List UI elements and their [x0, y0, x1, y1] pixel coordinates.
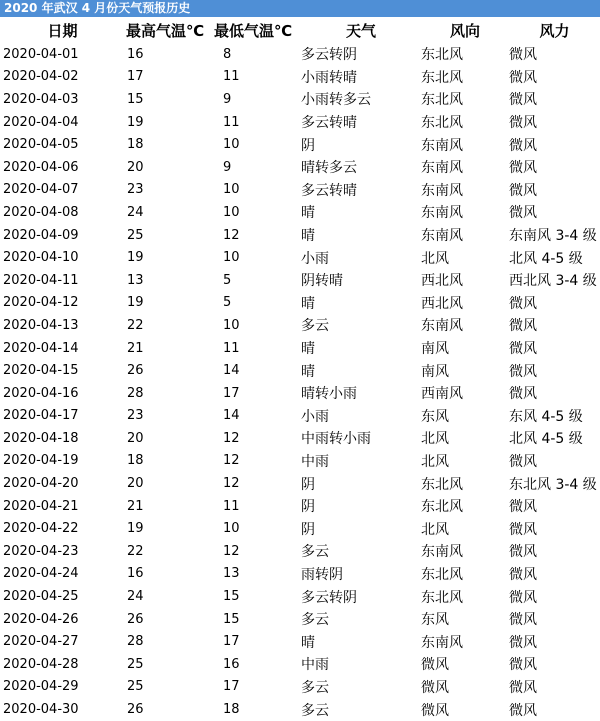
cell-weather: 多云转阴	[301, 47, 357, 64]
table-row	[0, 43, 600, 66]
cell-wind-direction: 东风	[421, 408, 449, 425]
cell-high-temp: 24	[127, 589, 144, 605]
cell-date: 2020-04-20	[3, 476, 79, 492]
cell-wind-power: 微风	[509, 612, 537, 629]
cell-wind-power: 东风 4-5 级	[509, 408, 583, 425]
cell-date: 2020-04-23	[3, 543, 79, 559]
cell-low-temp: 11	[223, 340, 240, 356]
cell-high-temp: 16	[127, 566, 144, 582]
cell-weather: 中雨	[301, 657, 329, 674]
cell-weather: 晴	[301, 363, 315, 380]
table-row	[0, 540, 600, 563]
cell-date: 2020-04-28	[3, 656, 79, 672]
cell-weather: 多云转阴	[301, 589, 357, 606]
table-row	[0, 88, 600, 111]
table-row	[0, 314, 600, 337]
cell-low-temp: 14	[223, 363, 240, 379]
cell-wind-direction: 东北风	[421, 115, 463, 132]
cell-date: 2020-04-04	[3, 114, 79, 130]
cell-weather: 晴	[301, 341, 315, 358]
cell-high-temp: 22	[127, 543, 144, 559]
table-body	[0, 43, 600, 721]
cell-wind-power: 微风	[509, 657, 537, 674]
table-row	[0, 585, 600, 608]
cell-wind-power: 微风	[509, 92, 537, 109]
cell-date: 2020-04-15	[3, 363, 79, 379]
cell-low-temp: 11	[223, 498, 240, 514]
cell-high-temp: 21	[127, 498, 144, 514]
cell-wind-direction: 东南风	[421, 544, 463, 561]
cell-low-temp: 17	[223, 385, 240, 401]
cell-weather: 中雨	[301, 453, 329, 470]
cell-wind-direction: 西南风	[421, 386, 463, 403]
table-row	[0, 676, 600, 699]
table-row	[0, 630, 600, 653]
cell-weather: 阴	[301, 499, 315, 516]
table-row	[0, 517, 600, 540]
cell-wind-power: 西北风 3-4 级	[509, 273, 597, 290]
cell-high-temp: 20	[127, 159, 144, 175]
cell-low-temp: 10	[223, 317, 240, 333]
cell-date: 2020-04-05	[3, 137, 79, 153]
cell-weather: 多云	[301, 702, 329, 719]
cell-low-temp: 11	[223, 114, 240, 130]
cell-high-temp: 16	[127, 46, 144, 62]
cell-wind-direction: 西北风	[421, 295, 463, 312]
cell-high-temp: 24	[127, 204, 144, 220]
cell-wind-power: 微风	[509, 634, 537, 651]
table-row	[0, 66, 600, 89]
table-row	[0, 201, 600, 224]
header-wind-direction: 风向	[449, 21, 480, 40]
cell-high-temp: 25	[127, 679, 144, 695]
cell-weather: 多云	[301, 544, 329, 561]
table-row	[0, 563, 600, 586]
cell-wind-direction: 微风	[421, 657, 449, 674]
cell-high-temp: 23	[127, 408, 144, 424]
cell-low-temp: 9	[223, 159, 232, 175]
cell-date: 2020-04-30	[3, 702, 79, 718]
cell-wind-direction: 东风	[421, 612, 449, 629]
header-low-temp: 最低气温℃	[214, 21, 293, 40]
table-row	[0, 405, 600, 428]
cell-high-temp: 28	[127, 385, 144, 401]
cell-low-temp: 17	[223, 679, 240, 695]
header-high-temp: 最高气温℃	[126, 21, 205, 40]
cell-wind-direction: 北风	[421, 250, 449, 267]
table-row	[0, 427, 600, 450]
cell-wind-power: 微风	[509, 589, 537, 606]
cell-date: 2020-04-10	[3, 250, 79, 266]
cell-wind-direction: 东北风	[421, 476, 463, 493]
cell-weather: 晴	[301, 228, 315, 245]
cell-date: 2020-04-09	[3, 227, 79, 243]
cell-low-temp: 11	[223, 69, 240, 85]
cell-wind-direction: 东北风	[421, 92, 463, 109]
cell-wind-power: 东南风 3-4 级	[509, 228, 597, 245]
cell-date: 2020-04-22	[3, 521, 79, 537]
table-row	[0, 269, 600, 292]
cell-wind-direction: 北风	[421, 521, 449, 538]
cell-wind-direction: 南风	[421, 341, 449, 358]
cell-wind-direction: 东北风	[421, 47, 463, 64]
cell-weather: 多云	[301, 612, 329, 629]
cell-weather: 多云转晴	[301, 115, 357, 132]
weather-table	[0, 17, 600, 721]
cell-wind-direction: 东南风	[421, 182, 463, 199]
cell-wind-power: 微风	[509, 499, 537, 516]
cell-wind-power: 微风	[509, 679, 537, 696]
cell-high-temp: 18	[127, 137, 144, 153]
cell-weather: 小雨	[301, 250, 329, 267]
table-row	[0, 698, 600, 721]
cell-date: 2020-04-08	[3, 204, 79, 220]
cell-low-temp: 10	[223, 521, 240, 537]
cell-wind-power: 微风	[509, 47, 537, 64]
cell-wind-direction: 南风	[421, 363, 449, 380]
cell-weather: 阴转晴	[301, 273, 343, 290]
cell-low-temp: 12	[223, 453, 240, 469]
cell-date: 2020-04-24	[3, 566, 79, 582]
cell-wind-direction: 西北风	[421, 273, 463, 290]
table-row	[0, 653, 600, 676]
cell-high-temp: 19	[127, 521, 144, 537]
cell-low-temp: 10	[223, 182, 240, 198]
cell-low-temp: 18	[223, 702, 240, 718]
cell-date: 2020-04-03	[3, 91, 79, 107]
cell-date: 2020-04-01	[3, 46, 79, 62]
cell-weather: 小雨	[301, 408, 329, 425]
cell-high-temp: 25	[127, 227, 144, 243]
cell-wind-power: 微风	[509, 318, 537, 335]
cell-weather: 阴	[301, 521, 315, 538]
cell-wind-power: 微风	[509, 182, 537, 199]
cell-wind-power: 微风	[509, 295, 537, 312]
table-row	[0, 495, 600, 518]
cell-wind-direction: 东南风	[421, 634, 463, 651]
header-date: 日期	[47, 21, 78, 40]
cell-low-temp: 10	[223, 204, 240, 220]
cell-low-temp: 16	[223, 656, 240, 672]
cell-high-temp: 26	[127, 611, 144, 627]
cell-wind-power: 微风	[509, 363, 537, 380]
cell-weather: 多云	[301, 318, 329, 335]
cell-wind-power: 微风	[509, 521, 537, 538]
table-row	[0, 156, 600, 179]
cell-wind-power: 微风	[509, 137, 537, 154]
cell-wind-power: 微风	[509, 544, 537, 561]
table-row	[0, 450, 600, 473]
cell-date: 2020-04-14	[3, 340, 79, 356]
cell-wind-direction: 东南风	[421, 318, 463, 335]
cell-wind-power: 微风	[509, 115, 537, 132]
cell-low-temp: 10	[223, 250, 240, 266]
cell-date: 2020-04-18	[3, 430, 79, 446]
cell-date: 2020-04-13	[3, 317, 79, 333]
cell-weather: 晴	[301, 634, 315, 651]
cell-date: 2020-04-26	[3, 611, 79, 627]
cell-low-temp: 12	[223, 430, 240, 446]
cell-wind-power: 北风 4-5 级	[509, 431, 583, 448]
cell-wind-power: 微风	[509, 566, 537, 583]
cell-weather: 晴	[301, 295, 315, 312]
cell-wind-direction: 东北风	[421, 566, 463, 583]
cell-low-temp: 10	[223, 137, 240, 153]
cell-high-temp: 19	[127, 250, 144, 266]
cell-high-temp: 23	[127, 182, 144, 198]
cell-wind-direction: 东北风	[421, 499, 463, 516]
header-wind-power: 风力	[539, 21, 570, 40]
cell-weather: 多云转晴	[301, 182, 357, 199]
cell-high-temp: 26	[127, 363, 144, 379]
cell-low-temp: 15	[223, 611, 240, 627]
header-row	[0, 17, 600, 43]
cell-weather: 阴	[301, 137, 315, 154]
cell-high-temp: 19	[127, 295, 144, 311]
cell-high-temp: 13	[127, 272, 144, 288]
cell-date: 2020-04-11	[3, 272, 79, 288]
cell-high-temp: 17	[127, 69, 144, 85]
cell-low-temp: 15	[223, 589, 240, 605]
cell-low-temp: 17	[223, 634, 240, 650]
sheet-title: 2020 年武汉 4 月份天气预报历史	[0, 0, 600, 17]
cell-date: 2020-04-16	[3, 385, 79, 401]
table-row	[0, 111, 600, 134]
cell-low-temp: 8	[223, 46, 232, 62]
cell-wind-power: 微风	[509, 205, 537, 222]
cell-weather: 晴转小雨	[301, 386, 357, 403]
cell-low-temp: 14	[223, 408, 240, 424]
cell-wind-direction: 微风	[421, 702, 449, 719]
cell-wind-direction: 东南风	[421, 137, 463, 154]
cell-date: 2020-04-02	[3, 69, 79, 85]
cell-low-temp: 5	[223, 295, 232, 311]
cell-wind-power: 微风	[509, 702, 537, 719]
cell-low-temp: 12	[223, 227, 240, 243]
table-row	[0, 133, 600, 156]
table-row	[0, 292, 600, 315]
cell-high-temp: 21	[127, 340, 144, 356]
table-row	[0, 608, 600, 631]
cell-wind-direction: 微风	[421, 679, 449, 696]
cell-wind-direction: 东南风	[421, 205, 463, 222]
cell-weather: 阴	[301, 476, 315, 493]
cell-high-temp: 20	[127, 430, 144, 446]
table-row	[0, 472, 600, 495]
cell-low-temp: 13	[223, 566, 240, 582]
cell-date: 2020-04-29	[3, 679, 79, 695]
cell-low-temp: 5	[223, 272, 232, 288]
cell-high-temp: 15	[127, 91, 144, 107]
cell-low-temp: 9	[223, 91, 232, 107]
cell-wind-power: 东北风 3-4 级	[509, 476, 597, 493]
cell-wind-power: 微风	[509, 160, 537, 177]
cell-wind-power: 北风 4-5 级	[509, 250, 583, 267]
cell-high-temp: 26	[127, 702, 144, 718]
cell-wind-direction: 北风	[421, 453, 449, 470]
cell-weather: 晴转多云	[301, 160, 357, 177]
cell-weather: 小雨转晴	[301, 69, 357, 86]
cell-date: 2020-04-17	[3, 408, 79, 424]
cell-low-temp: 12	[223, 543, 240, 559]
cell-date: 2020-04-06	[3, 159, 79, 175]
cell-high-temp: 25	[127, 656, 144, 672]
cell-date: 2020-04-19	[3, 453, 79, 469]
cell-weather: 中雨转小雨	[301, 431, 371, 448]
cell-weather: 小雨转多云	[301, 92, 371, 109]
cell-high-temp: 28	[127, 634, 144, 650]
cell-high-temp: 19	[127, 114, 144, 130]
cell-weather: 多云	[301, 679, 329, 696]
table-row	[0, 179, 600, 202]
cell-date: 2020-04-12	[3, 295, 79, 311]
cell-wind-direction: 东南风	[421, 228, 463, 245]
cell-wind-power: 微风	[509, 69, 537, 86]
cell-wind-power: 微风	[509, 386, 537, 403]
cell-date: 2020-04-21	[3, 498, 79, 514]
cell-wind-direction: 北风	[421, 431, 449, 448]
cell-low-temp: 12	[223, 476, 240, 492]
cell-high-temp: 20	[127, 476, 144, 492]
cell-high-temp: 22	[127, 317, 144, 333]
table-row	[0, 246, 600, 269]
cell-high-temp: 18	[127, 453, 144, 469]
cell-wind-direction: 东北风	[421, 69, 463, 86]
table-row	[0, 337, 600, 360]
cell-wind-power: 微风	[509, 453, 537, 470]
cell-wind-direction: 东南风	[421, 160, 463, 177]
table-row	[0, 359, 600, 382]
cell-wind-power: 微风	[509, 341, 537, 358]
cell-date: 2020-04-27	[3, 634, 79, 650]
cell-wind-direction: 东北风	[421, 589, 463, 606]
cell-weather: 晴	[301, 205, 315, 222]
cell-date: 2020-04-25	[3, 589, 79, 605]
table-row	[0, 224, 600, 247]
table-row	[0, 382, 600, 405]
cell-date: 2020-04-07	[3, 182, 79, 198]
header-weather: 天气	[345, 21, 376, 40]
cell-weather: 雨转阴	[301, 566, 343, 583]
